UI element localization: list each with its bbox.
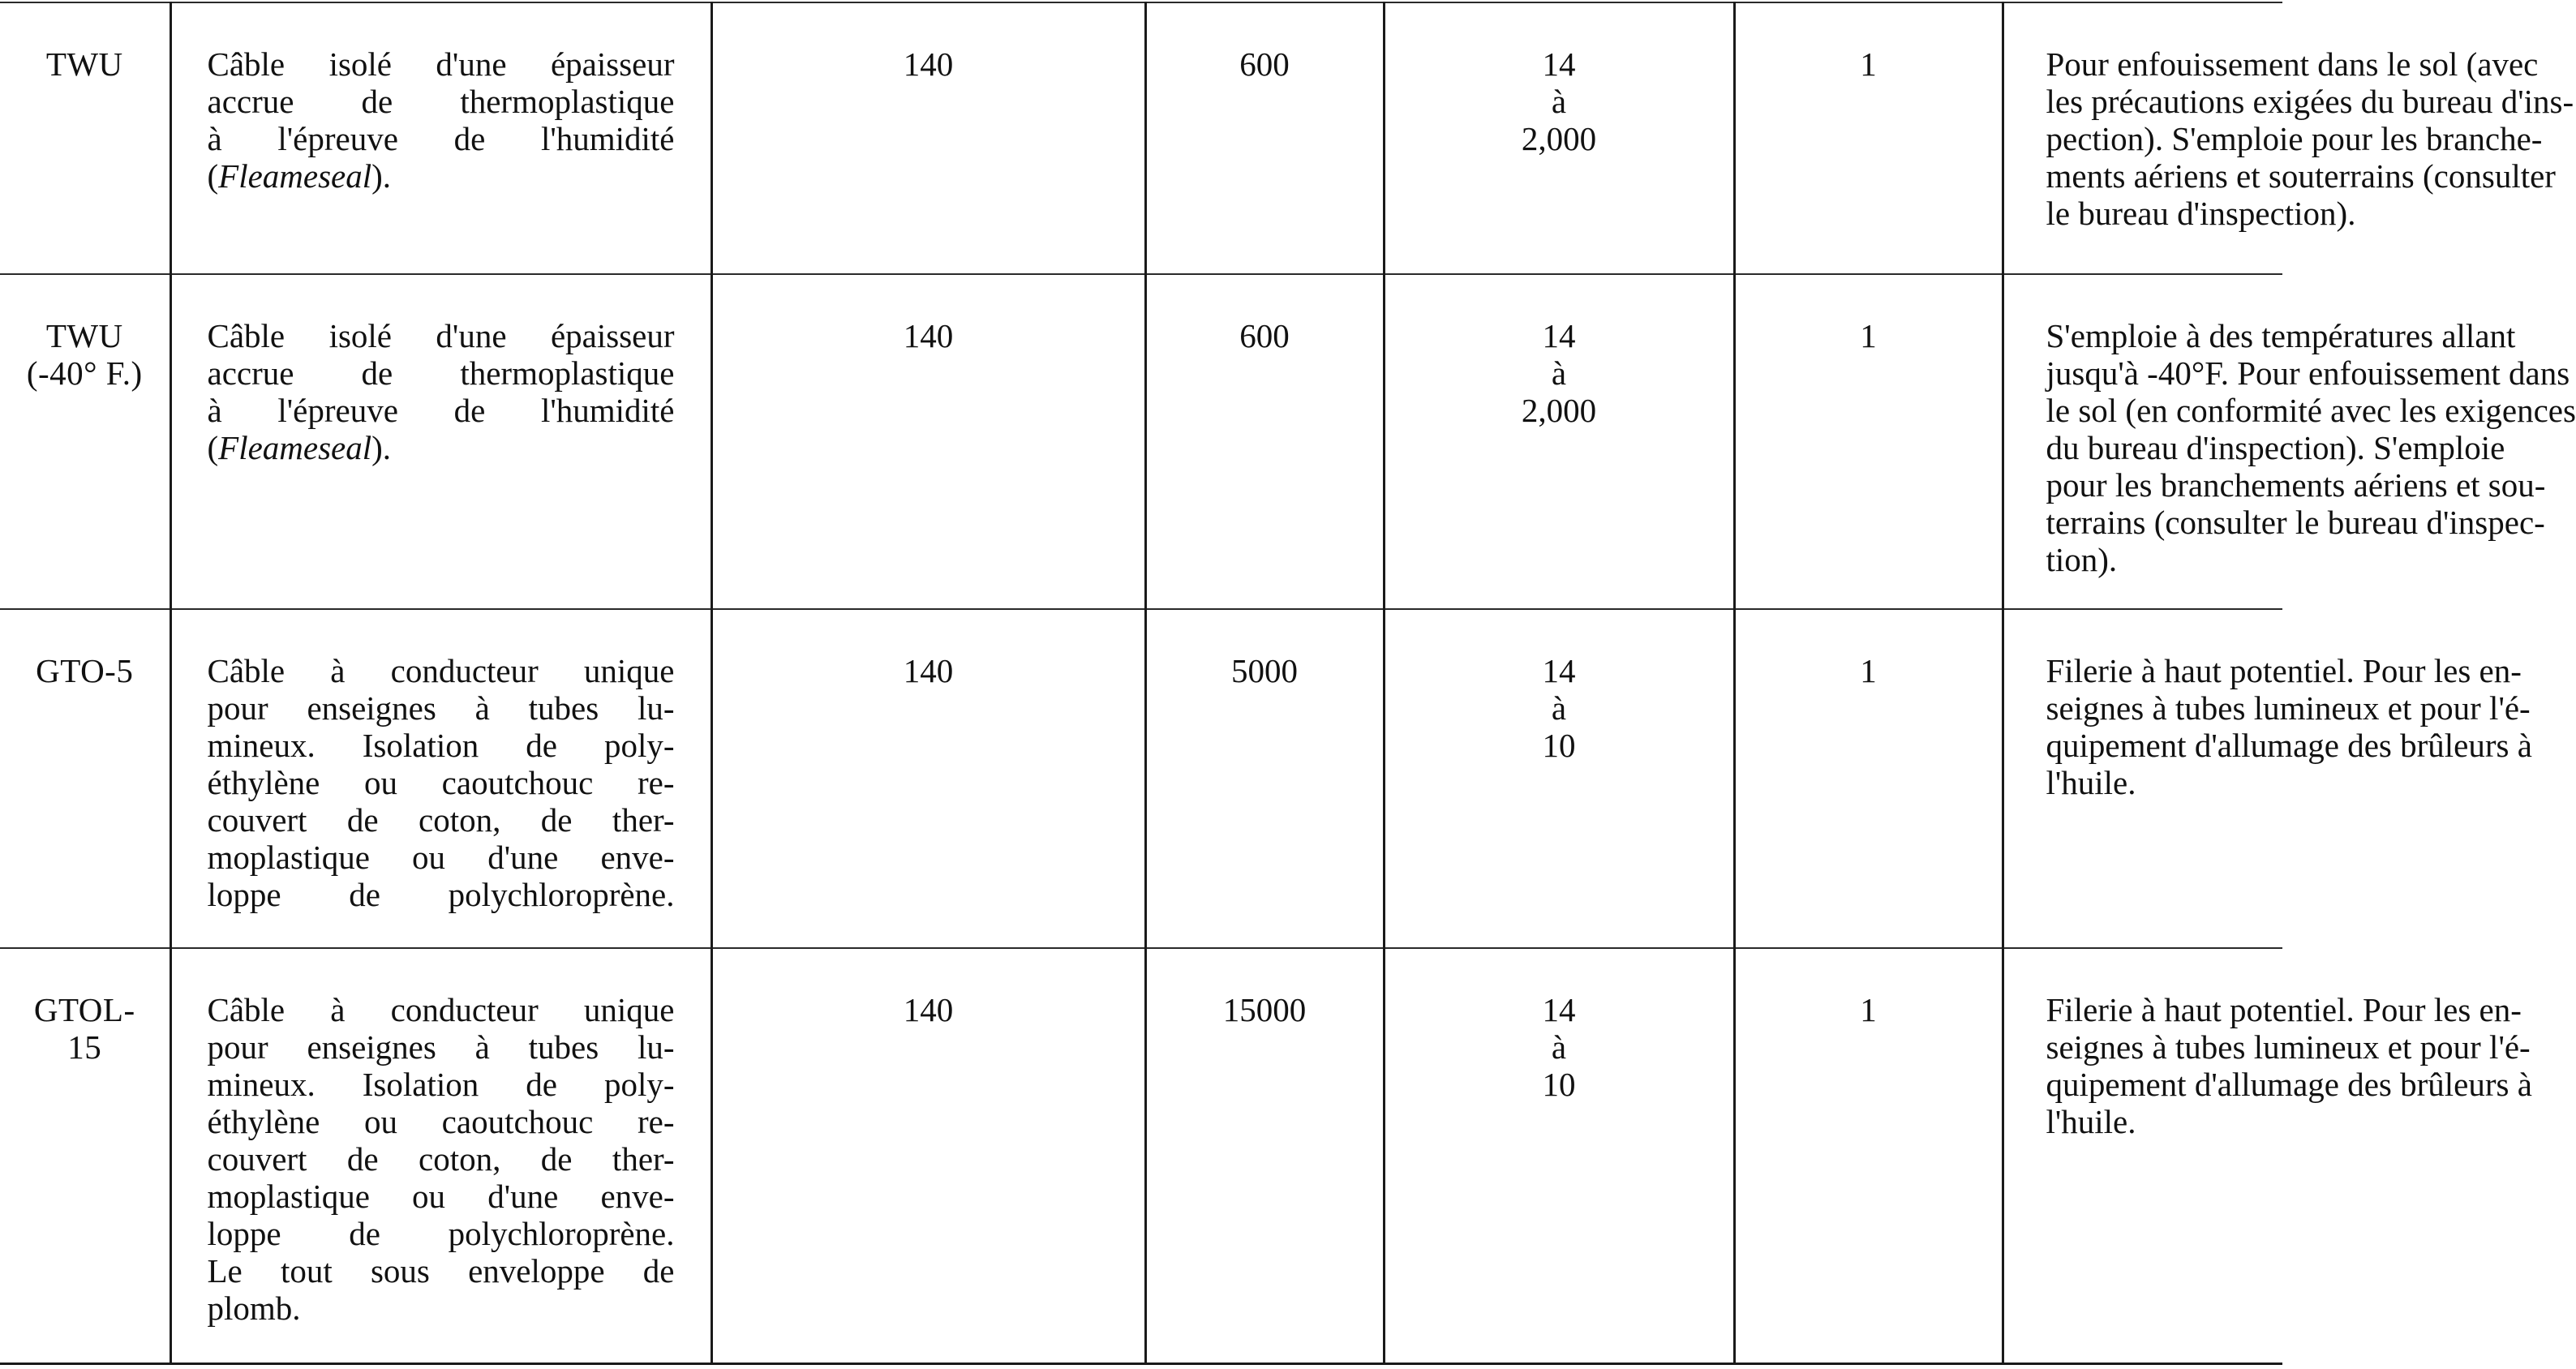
usage-line: les précautions exigées du bureau d'ins- bbox=[2046, 83, 2574, 120]
usage-line: le sol (en conformité avec les exigences bbox=[2046, 392, 2576, 429]
usage-line: terrains (consulter le bureau d'inspec- bbox=[2046, 504, 2545, 541]
usage-line: l'huile. bbox=[2046, 1103, 2136, 1140]
usage-line: S'emploie à des températures allant bbox=[2046, 317, 2516, 354]
voltage-value: 5000 bbox=[1145, 609, 1384, 948]
usage-notes bbox=[2003, 2, 2574, 274]
size-range-line: 14 bbox=[1542, 652, 1576, 689]
usage-line: le bureau d'inspection). bbox=[2046, 195, 2356, 232]
size-range-line: à bbox=[1551, 354, 1567, 392]
usage-notes bbox=[2003, 274, 2576, 609]
conductor-count: 1 bbox=[1734, 2, 2003, 274]
cable-description bbox=[170, 948, 711, 1363]
conductor-count: 1 bbox=[1734, 274, 2003, 609]
cable-code-line: TWU bbox=[45, 317, 123, 354]
usage-line: tion). bbox=[2046, 541, 2118, 578]
description-line: couvert de coton, de ther- bbox=[207, 801, 675, 839]
table-row bbox=[0, 948, 2282, 1363]
description-line: (Fleameseal). bbox=[207, 429, 392, 466]
size-range bbox=[1384, 609, 1734, 948]
size-range-line: à bbox=[1551, 689, 1567, 727]
usage-line: jusqu'à -40°F. Pour enfouissement dans bbox=[2046, 354, 2570, 392]
cable-code-line: (-40° F.) bbox=[26, 354, 143, 392]
cable-description bbox=[170, 2, 711, 274]
size-range-line: à bbox=[1551, 1028, 1567, 1066]
description-line: éthylène ou caoutchouc re- bbox=[207, 1103, 675, 1140]
temperature-value: 140 bbox=[711, 609, 1145, 948]
usage-line: ments aériens et souterrains (consulter bbox=[2046, 157, 2556, 195]
description-line: à l'épreuve de l'humidité bbox=[207, 120, 675, 157]
description-line: plomb. bbox=[207, 1290, 301, 1327]
temperature-value: 140 bbox=[711, 274, 1145, 609]
table-row bbox=[0, 609, 2282, 948]
usage-line: Filerie à haut potentiel. Pour les en- bbox=[2046, 991, 2522, 1028]
size-range-line: 14 bbox=[1542, 991, 1576, 1028]
description-line: mineux. Isolation de poly- bbox=[207, 727, 675, 764]
size-range-line: à bbox=[1551, 83, 1567, 120]
usage-line: pour les branchements aériens et sou- bbox=[2046, 466, 2546, 504]
description-line: loppe de polychloroprène. bbox=[207, 876, 675, 913]
usage-line: seignes à tubes lumineux et pour l'é- bbox=[2046, 689, 2531, 727]
cable-description bbox=[170, 609, 711, 948]
temperature-value: 140 bbox=[711, 2, 1145, 274]
size-range-line: 14 bbox=[1542, 317, 1576, 354]
voltage-value: 600 bbox=[1145, 2, 1384, 274]
description-line: moplastique ou d'une enve- bbox=[207, 839, 675, 876]
cable-code-line: TWU bbox=[45, 45, 123, 83]
usage-line: quipement d'allumage des brûleurs à bbox=[2046, 1066, 2532, 1103]
size-range-line: 10 bbox=[1542, 1066, 1576, 1103]
description-line: moplastique ou d'une enve- bbox=[207, 1178, 675, 1215]
description-line: Le tout sous enveloppe de bbox=[207, 1252, 675, 1290]
usage-notes bbox=[2003, 948, 2532, 1363]
description-line: mineux. Isolation de poly- bbox=[207, 1066, 675, 1103]
cable-code bbox=[0, 948, 170, 1363]
voltage-value: 15000 bbox=[1145, 948, 1384, 1363]
cable-code bbox=[0, 609, 170, 948]
cable-spec-table bbox=[0, 2, 2576, 1365]
size-range-line: 10 bbox=[1542, 727, 1576, 764]
description-line: couvert de coton, de ther- bbox=[207, 1140, 675, 1178]
size-range bbox=[1384, 2, 1734, 274]
conductor-count: 1 bbox=[1734, 948, 2003, 1363]
usage-line: l'huile. bbox=[2046, 764, 2136, 801]
description-line: Câble à conducteur unique bbox=[207, 991, 675, 1028]
size-range-line: 2,000 bbox=[1521, 392, 1597, 429]
description-line: accrue de thermoplastique bbox=[207, 354, 675, 392]
table-row bbox=[0, 274, 2282, 609]
cable-code-line: GTOL- bbox=[33, 991, 135, 1028]
size-range-line: 14 bbox=[1542, 45, 1576, 83]
description-line: à l'épreuve de l'humidité bbox=[207, 392, 675, 429]
description-line: Câble isolé d'une épaisseur bbox=[207, 317, 675, 354]
conductor-count: 1 bbox=[1734, 609, 2003, 948]
cable-code bbox=[0, 274, 170, 609]
description-line: loppe de polychloroprène. bbox=[207, 1215, 675, 1252]
description-line: éthylène ou caoutchouc re- bbox=[207, 764, 675, 801]
description-line: (Fleameseal). bbox=[207, 157, 392, 195]
description-line: pour enseignes à tubes lu- bbox=[207, 1028, 675, 1066]
temperature-value: 140 bbox=[711, 948, 1145, 1363]
description-line: accrue de thermoplastique bbox=[207, 83, 675, 120]
cable-code bbox=[0, 2, 170, 274]
cable-code-line: GTO-5 bbox=[36, 652, 134, 689]
size-range-line: 2,000 bbox=[1521, 120, 1597, 157]
usage-line: Filerie à haut potentiel. Pour les en- bbox=[2046, 652, 2522, 689]
cable-code-line: 15 bbox=[67, 1028, 102, 1066]
usage-line: Pour enfouissement dans le sol (avec bbox=[2046, 45, 2539, 83]
usage-line: seignes à tubes lumineux et pour l'é- bbox=[2046, 1028, 2531, 1066]
usage-line: quipement d'allumage des brûleurs à bbox=[2046, 727, 2532, 764]
size-range bbox=[1384, 274, 1734, 609]
usage-notes bbox=[2003, 609, 2532, 948]
voltage-value: 600 bbox=[1145, 274, 1384, 609]
description-line: pour enseignes à tubes lu- bbox=[207, 689, 675, 727]
usage-line: pection). S'emploie pour les branche- bbox=[2046, 120, 2543, 157]
size-range bbox=[1384, 948, 1734, 1363]
table-row bbox=[0, 2, 2282, 274]
description-line: Câble isolé d'une épaisseur bbox=[207, 45, 675, 83]
cable-description bbox=[170, 274, 711, 609]
description-line: Câble à conducteur unique bbox=[207, 652, 675, 689]
usage-line: du bureau d'inspection). S'emploie bbox=[2046, 429, 2505, 466]
